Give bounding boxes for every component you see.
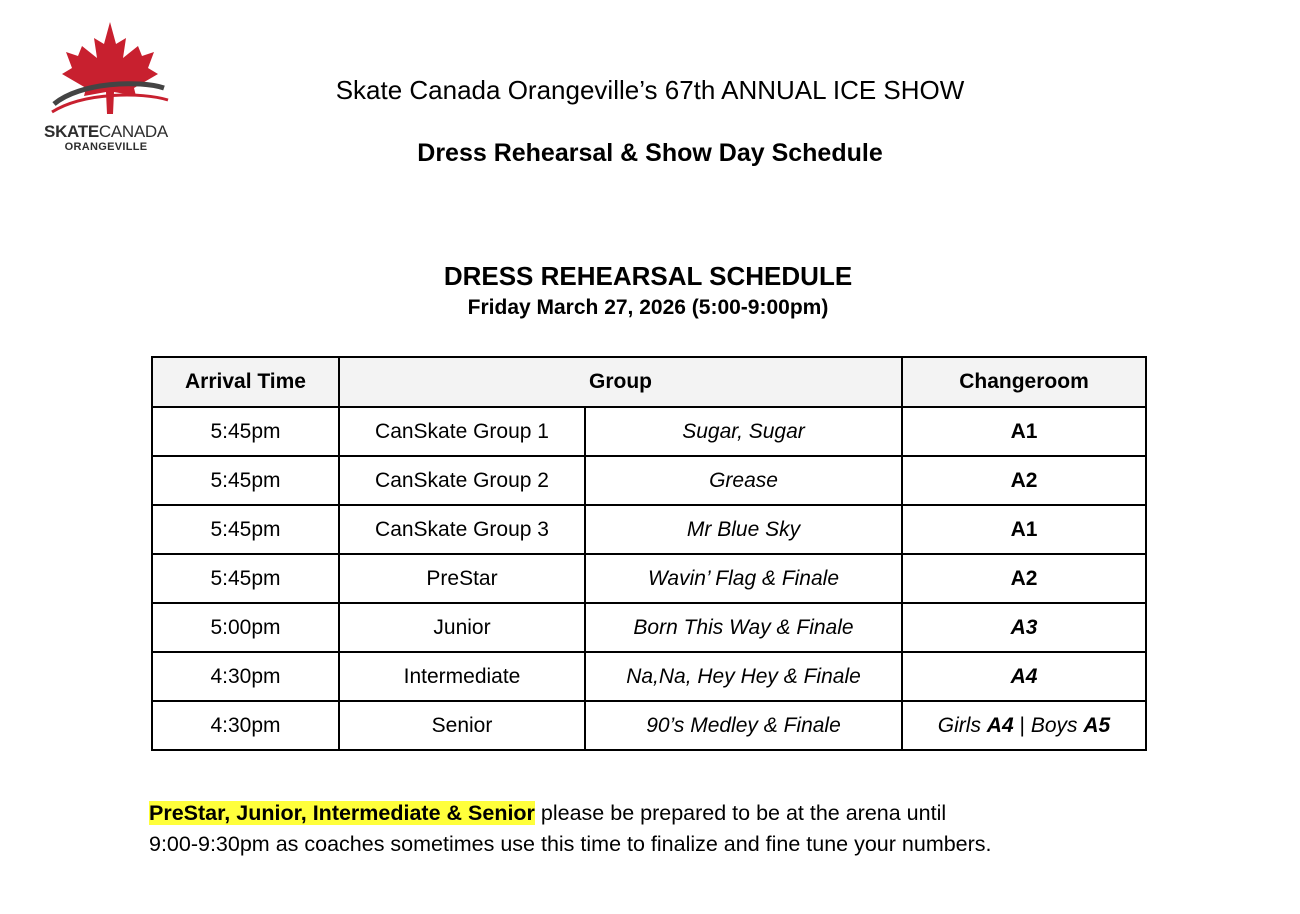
girls-room: A4 (986, 713, 1014, 737)
table-row (152, 701, 1146, 750)
changeroom-cell: A3 (902, 603, 1146, 652)
header-arrival-time: Arrival Time (152, 357, 339, 407)
arrival-note (149, 798, 1149, 860)
group-cell: Intermediate (339, 652, 585, 701)
note-line1: please be prepared to be at the arena until (534, 801, 947, 825)
song-cell: 90’s Medley & Finale (585, 701, 902, 750)
arrival-time-cell: 5:45pm (152, 407, 339, 456)
table-row (152, 456, 1146, 505)
arrival-time-cell: 4:30pm (152, 701, 339, 750)
girls-label: Girls (937, 713, 981, 737)
song-cell: Wavin’ Flag & Finale (585, 554, 902, 603)
changeroom-cell: A1 (902, 407, 1146, 456)
logo-wordmark: SKATECANADA (44, 122, 168, 141)
song-cell: Grease (585, 456, 902, 505)
group-cell: PreStar (339, 554, 585, 603)
changeroom-cell (902, 701, 1146, 750)
song-cell: Sugar, Sugar (585, 407, 902, 456)
note-line2: 9:00-9:30pm as coaches sometimes use this time to finalize and fine tune your numbers. (149, 832, 992, 856)
group-cell: CanSkate Group 1 (339, 407, 585, 456)
note-highlight: PreStar, Junior, Intermediate & Senior (149, 801, 535, 825)
section-title: DRESS REHEARSAL SCHEDULE (443, 261, 853, 291)
group-cell: CanSkate Group 2 (339, 456, 585, 505)
group-cell: Senior (339, 701, 585, 750)
changeroom-cell: A2 (902, 554, 1146, 603)
arrival-time-cell: 4:30pm (152, 652, 339, 701)
document-subtitle: Dress Rehearsal & Show Day Schedule (417, 139, 883, 167)
changeroom-cell: A1 (902, 505, 1146, 554)
section-date: Friday March 27, 2026 (5:00-9:00pm) (467, 296, 829, 319)
group-cell: Junior (339, 603, 585, 652)
arrival-time-cell: 5:45pm (152, 505, 339, 554)
table-header-row (152, 357, 1146, 407)
song-cell: Mr Blue Sky (585, 505, 902, 554)
arrival-time-cell: 5:45pm (152, 554, 339, 603)
room-separator: | (1019, 713, 1025, 737)
song-cell: Born This Way & Finale (585, 603, 902, 652)
arrival-time-cell: 5:45pm (152, 456, 339, 505)
changeroom-cell: A4 (902, 652, 1146, 701)
rehearsal-schedule-table (151, 356, 1147, 751)
logo-club-name: ORANGEVILLE (64, 141, 148, 153)
table-row (152, 603, 1146, 652)
table-row (152, 505, 1146, 554)
boys-room: A5 (1083, 713, 1111, 737)
boys-label: Boys (1030, 713, 1078, 737)
header-group: Group (339, 357, 902, 407)
header-changeroom: Changeroom (902, 357, 1146, 407)
table-row (152, 652, 1146, 701)
maple-leaf-swoosh-icon (50, 22, 170, 122)
arrival-time-cell: 5:00pm (152, 603, 339, 652)
table-row (152, 407, 1146, 456)
changeroom-cell: A2 (902, 456, 1146, 505)
table-row (152, 554, 1146, 603)
group-cell: CanSkate Group 3 (339, 505, 585, 554)
song-cell: Na,Na, Hey Hey & Finale (585, 652, 902, 701)
document-title: Skate Canada Orangeville’s 67th ANNUAL ICE SHOW (335, 75, 965, 105)
